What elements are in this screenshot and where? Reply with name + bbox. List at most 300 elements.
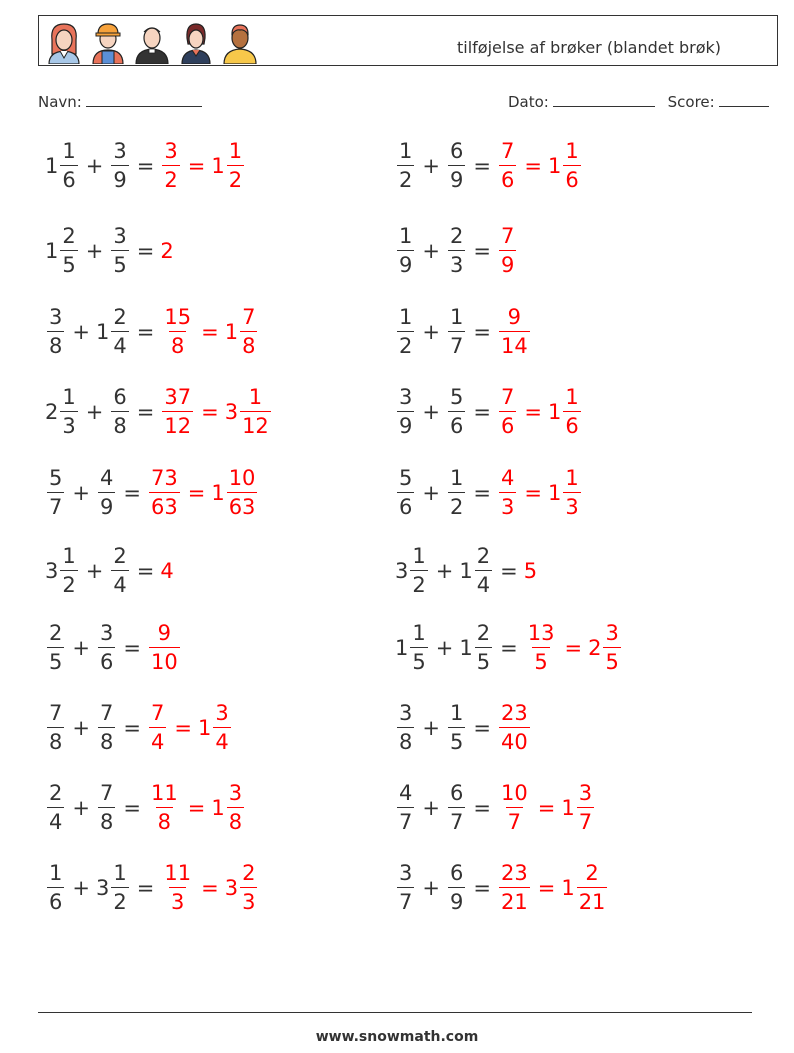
mixed-number (96, 623, 117, 673)
answer (147, 703, 233, 753)
answer (497, 307, 532, 357)
mixed-number (548, 468, 583, 518)
numerator: 5 (449, 385, 464, 409)
mixed-number (524, 559, 537, 583)
answer (160, 307, 259, 357)
problem-item (45, 377, 273, 447)
fraction (397, 783, 414, 833)
whole-part: 2 (588, 636, 602, 660)
problem-item (45, 536, 174, 606)
plus-sign: + (422, 481, 440, 505)
numerator: 3 (578, 781, 593, 805)
denominator: 9 (448, 165, 465, 191)
problem-item (45, 216, 174, 286)
mixed-number (395, 226, 416, 276)
mixed-number (395, 387, 416, 437)
plus-sign: + (72, 876, 90, 900)
numerator: 3 (399, 701, 413, 725)
numerator: 4 (500, 466, 515, 490)
mixed-number (160, 387, 195, 437)
fraction (499, 387, 516, 437)
fraction (499, 703, 530, 753)
equals-sign: = (524, 400, 542, 424)
plus-sign: + (85, 400, 104, 424)
numerator: 1 (565, 139, 579, 163)
fraction (47, 703, 64, 753)
numerator: 6 (113, 385, 127, 409)
denominator: 9 (448, 887, 465, 913)
numerator: 2 (49, 781, 63, 805)
header-box (38, 15, 778, 66)
equals-sign: = (473, 400, 491, 424)
numerator: 1 (399, 224, 413, 248)
mixed-number (497, 307, 532, 357)
mixed-number (588, 623, 623, 673)
denominator: 8 (156, 807, 173, 833)
numerator: 1 (113, 861, 127, 885)
whole-part: 1 (95, 320, 110, 344)
denominator: 7 (47, 492, 64, 518)
fraction (60, 141, 77, 191)
mixed-number (147, 468, 182, 518)
equals-sign: = (500, 636, 518, 660)
mixed-number (459, 546, 494, 596)
numerator: 3 (113, 224, 127, 248)
mixed-number (45, 387, 80, 437)
fraction (448, 468, 465, 518)
numerator: 6 (449, 139, 464, 163)
whole-part: 1 (561, 796, 575, 820)
answer (160, 559, 173, 583)
denominator: 6 (499, 411, 516, 437)
mixed-number (497, 141, 518, 191)
mixed-number (395, 783, 416, 833)
mixed-number (96, 468, 117, 518)
numerator: 6 (449, 861, 464, 885)
fraction (448, 703, 465, 753)
mixed-number (446, 863, 467, 913)
businesswoman-avatar-icon (177, 20, 215, 64)
fraction (162, 141, 179, 191)
denominator: 8 (47, 331, 64, 357)
denominator: 7 (577, 807, 594, 833)
whole-part: 5 (523, 559, 538, 583)
equals-sign: = (136, 559, 155, 583)
denominator: 2 (111, 887, 128, 913)
mixed-number (45, 468, 66, 518)
name-blank[interactable] (86, 92, 202, 107)
fraction (448, 863, 465, 913)
worksheet-title: tilføjelse af brøker (blandet brøk) (457, 38, 722, 57)
fraction (98, 623, 115, 673)
denominator: 9 (499, 250, 516, 276)
fraction (111, 141, 128, 191)
mixed-number (395, 623, 430, 673)
denominator: 9 (397, 411, 414, 437)
answer (160, 387, 272, 437)
fraction (111, 226, 128, 276)
mixed-number (45, 226, 80, 276)
equals-sign: = (473, 716, 491, 740)
mixed-number (548, 141, 583, 191)
answer (524, 623, 623, 673)
fraction (577, 783, 594, 833)
equals-sign: = (537, 876, 556, 900)
denominator: 9 (111, 165, 128, 191)
date-score-fields (508, 92, 769, 111)
equals-sign: = (473, 876, 491, 900)
mixed-number (45, 307, 66, 357)
answer (160, 239, 173, 263)
problem-item (395, 131, 583, 201)
denominator: 12 (240, 411, 271, 437)
problem-item (45, 131, 246, 201)
numerator: 1 (412, 544, 426, 568)
mixed-number (96, 307, 131, 357)
denominator: 8 (98, 727, 115, 753)
whole-part: 1 (197, 716, 212, 740)
denominator: 8 (111, 411, 128, 437)
mixed-number (395, 863, 416, 913)
fraction (111, 387, 128, 437)
score-blank[interactable] (719, 92, 769, 107)
denominator: 2 (397, 331, 414, 357)
mixed-number (395, 546, 430, 596)
fraction (448, 783, 465, 833)
fraction (397, 468, 414, 518)
fraction (111, 307, 128, 357)
mixed-number (211, 783, 246, 833)
footer-url: www.snowmath.com (315, 1029, 479, 1045)
mixed-number (497, 387, 518, 437)
mixed-number (109, 546, 130, 596)
fraction (448, 387, 465, 437)
name-field (38, 92, 202, 111)
answer (497, 226, 518, 276)
fraction (240, 387, 271, 437)
mixed-number (395, 468, 416, 518)
whole-part: 1 (224, 320, 239, 344)
problem-item (45, 773, 246, 843)
fraction (60, 387, 77, 437)
denominator: 5 (60, 250, 77, 276)
numerator: 37 (164, 385, 192, 409)
fraction (227, 783, 244, 833)
mixed-number (446, 141, 467, 191)
plus-sign: + (422, 239, 440, 263)
denominator: 3 (499, 492, 516, 518)
equals-sign: = (537, 796, 556, 820)
fraction (98, 703, 115, 753)
fraction (397, 387, 414, 437)
fraction (499, 468, 516, 518)
fraction (47, 307, 64, 357)
man-avatar-icon (221, 20, 259, 64)
fraction (499, 863, 530, 913)
problem-item (45, 297, 259, 367)
plus-sign: + (72, 320, 90, 344)
answer (160, 863, 259, 913)
denominator: 9 (397, 250, 414, 276)
equals-sign: = (201, 876, 219, 900)
numerator: 1 (228, 139, 243, 163)
fraction (397, 141, 414, 191)
problem-item (395, 458, 583, 528)
denominator: 3 (169, 887, 186, 913)
fraction (98, 783, 115, 833)
numerator: 3 (164, 139, 178, 163)
numerator: 10 (500, 781, 528, 805)
equals-sign: = (187, 481, 206, 505)
numerator: 11 (164, 861, 192, 885)
denominator: 6 (98, 647, 115, 673)
denominator: 4 (213, 727, 230, 753)
fraction (563, 468, 580, 518)
mixed-number (459, 623, 494, 673)
answer (497, 863, 609, 913)
woman-avatar-icon (45, 20, 83, 64)
denominator: 2 (410, 570, 427, 596)
numerator: 2 (585, 861, 599, 885)
avatar-row (45, 20, 259, 64)
plus-sign: + (422, 716, 440, 740)
plus-sign: + (72, 636, 90, 660)
plus-sign: + (85, 239, 104, 263)
denominator: 6 (47, 887, 64, 913)
equals-sign: = (524, 154, 542, 178)
numerator: 3 (49, 305, 63, 329)
numerator: 3 (399, 385, 413, 409)
denominator: 63 (149, 492, 180, 518)
mixed-number (446, 703, 467, 753)
plus-sign: + (72, 796, 90, 820)
date-label: Dato: (508, 93, 549, 111)
mixed-number (561, 863, 609, 913)
fraction (577, 863, 608, 913)
whole-part: 4 (160, 559, 174, 583)
numerator: 15 (164, 305, 192, 329)
fraction (448, 141, 465, 191)
whole-part: 1 (547, 481, 562, 505)
problem-item (395, 297, 532, 367)
fraction (111, 546, 128, 596)
plus-sign: + (435, 559, 454, 583)
fraction (227, 141, 244, 191)
mixed-number (497, 783, 532, 833)
fraction (47, 863, 64, 913)
fraction (149, 783, 180, 833)
mixed-number (45, 703, 66, 753)
mixed-number (395, 141, 416, 191)
mixed-number (147, 783, 182, 833)
fraction (47, 468, 64, 518)
numerator: 2 (476, 621, 491, 645)
denominator: 4 (111, 570, 128, 596)
numerator: 23 (500, 701, 528, 725)
denominator: 8 (47, 727, 64, 753)
plus-sign: + (72, 716, 90, 740)
equals-sign: = (201, 400, 219, 424)
mixed-number (446, 783, 467, 833)
denominator: 12 (162, 411, 193, 437)
equals-sign: = (524, 481, 542, 505)
fraction (499, 307, 530, 357)
fraction (499, 141, 516, 191)
fraction (60, 546, 77, 596)
numerator: 9 (157, 621, 172, 645)
numerator: 9 (507, 305, 522, 329)
mixed-number (160, 239, 173, 263)
numerator: 73 (150, 466, 178, 490)
fraction (397, 307, 414, 357)
denominator: 7 (448, 807, 465, 833)
equals-sign: = (187, 154, 206, 178)
numerator: 1 (62, 139, 76, 163)
equals-sign: = (500, 559, 518, 583)
score-label: Score: (667, 93, 715, 111)
denominator: 5 (475, 647, 492, 673)
answer (497, 703, 532, 753)
numerator: 3 (99, 621, 114, 645)
denominator: 5 (410, 647, 427, 673)
numerator: 7 (99, 701, 114, 725)
fraction (499, 226, 516, 276)
fraction (60, 226, 77, 276)
fraction (162, 307, 193, 357)
denominator: 2 (60, 570, 77, 596)
mixed-number (45, 783, 66, 833)
whole-part: 3 (395, 559, 409, 583)
numerator: 5 (399, 466, 413, 490)
problem-item (395, 216, 518, 286)
whole-part: 1 (459, 636, 473, 660)
denominator: 40 (499, 727, 530, 753)
mixed-number (395, 703, 416, 753)
plus-sign: + (85, 559, 104, 583)
equals-sign: = (123, 796, 141, 820)
equals-sign: = (473, 481, 491, 505)
whole-part: 1 (45, 239, 59, 263)
whole-part: 2 (160, 239, 174, 263)
numerator: 23 (500, 861, 528, 885)
answer (160, 141, 246, 191)
whole-part: 3 (45, 559, 59, 583)
numerator: 13 (527, 621, 555, 645)
whole-part: 1 (561, 876, 575, 900)
denominator: 14 (499, 331, 530, 357)
denominator: 21 (499, 887, 530, 913)
denominator: 7 (397, 807, 414, 833)
whole-part: 1 (211, 796, 225, 820)
answer (497, 141, 583, 191)
plus-sign: + (422, 796, 440, 820)
fraction (213, 703, 230, 753)
denominator: 2 (448, 492, 465, 518)
numerator: 2 (449, 224, 464, 248)
numerator: 1 (399, 139, 413, 163)
numerator: 7 (49, 701, 63, 725)
fraction (603, 623, 620, 673)
denominator: 4 (111, 331, 128, 357)
denominator: 8 (169, 331, 186, 357)
mixed-number (109, 387, 130, 437)
denominator: 8 (227, 807, 244, 833)
numerator: 11 (150, 781, 178, 805)
denominator: 3 (448, 250, 465, 276)
plus-sign: + (422, 876, 440, 900)
answer (147, 783, 246, 833)
numerator: 3 (228, 781, 243, 805)
mixed-number (497, 226, 518, 276)
whole-part: 1 (211, 481, 225, 505)
numerator: 2 (49, 621, 63, 645)
denominator: 6 (563, 411, 580, 437)
equals-sign: = (136, 320, 155, 344)
answer (497, 387, 583, 437)
fraction (563, 141, 580, 191)
equals-sign: = (187, 796, 206, 820)
plus-sign: + (72, 481, 90, 505)
whole-part: 1 (211, 154, 225, 178)
date-blank[interactable] (553, 92, 655, 107)
denominator: 5 (111, 250, 128, 276)
mixed-number (225, 307, 260, 357)
equals-sign: = (136, 400, 155, 424)
denominator: 5 (532, 647, 549, 673)
mixed-number (160, 863, 195, 913)
numerator: 1 (248, 385, 263, 409)
whole-part: 2 (45, 400, 59, 424)
numerator: 1 (412, 621, 426, 645)
mixed-number (45, 863, 66, 913)
numerator: 3 (113, 139, 127, 163)
mixed-number (109, 141, 130, 191)
numerator: 4 (99, 466, 114, 490)
mixed-number (96, 703, 117, 753)
mixed-number (45, 546, 80, 596)
fraction (475, 623, 492, 673)
fraction (240, 863, 257, 913)
numerator: 7 (500, 385, 515, 409)
denominator: 2 (162, 165, 179, 191)
mixed-number (548, 387, 583, 437)
numerator: 1 (49, 861, 63, 885)
mixed-number (147, 703, 168, 753)
answer (497, 783, 596, 833)
denominator: 2 (227, 165, 244, 191)
denominator: 3 (563, 492, 580, 518)
worker-avatar-icon (89, 20, 127, 64)
mixed-number (225, 863, 260, 913)
numerator: 1 (449, 701, 464, 725)
numerator: 4 (399, 781, 413, 805)
priest-avatar-icon (133, 20, 171, 64)
problem-item (45, 693, 233, 763)
whole-part: 3 (224, 400, 239, 424)
mixed-number (497, 703, 532, 753)
mixed-number (96, 783, 117, 833)
mixed-number (446, 387, 467, 437)
denominator: 6 (448, 411, 465, 437)
plus-sign: + (85, 154, 104, 178)
mixed-number (395, 307, 416, 357)
equals-sign: = (473, 320, 491, 344)
numerator: 2 (242, 861, 256, 885)
numerator: 2 (113, 305, 127, 329)
problem-item (45, 613, 182, 683)
whole-part: 1 (45, 154, 59, 178)
numerator: 3 (215, 701, 229, 725)
